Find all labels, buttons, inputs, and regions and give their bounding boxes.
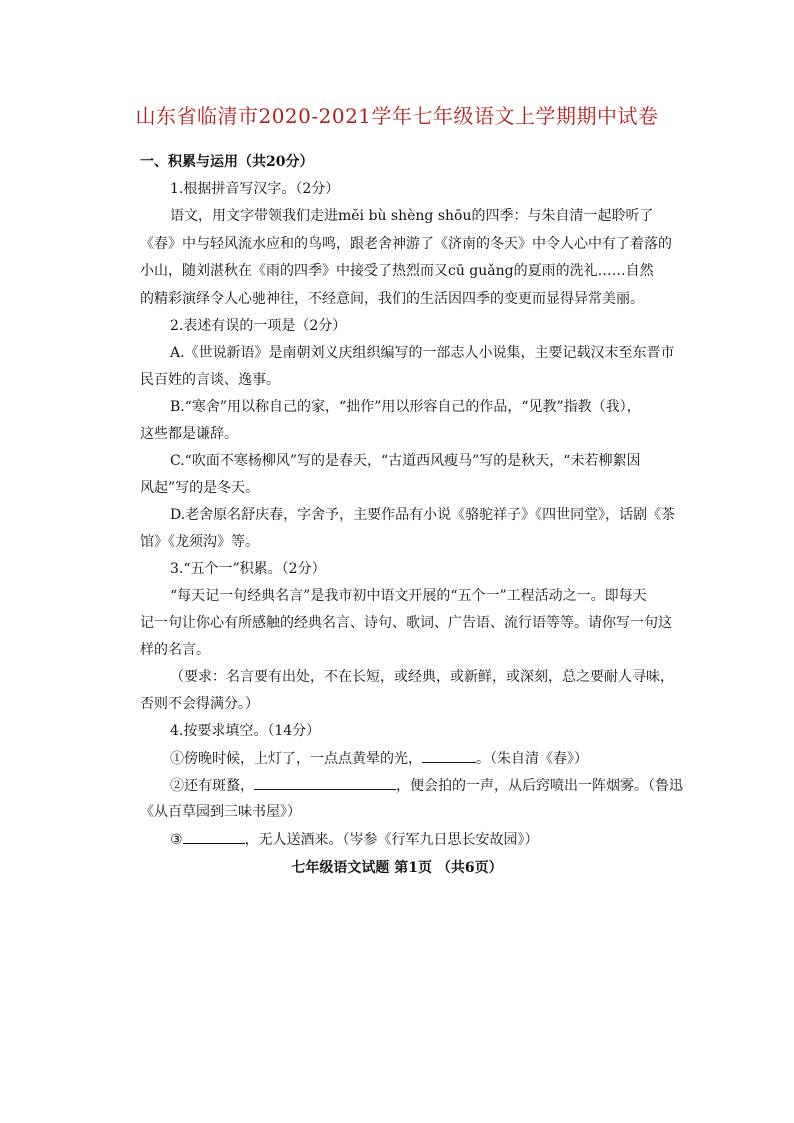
q2-option-a: A.《世说新语》是南朝刘义庆组织编写的一部志人小说集，主要记载汉末至东晋市 xyxy=(170,345,675,361)
q1-text-line: 小山，随刘湛秋在《雨的四季》中接受了热烈而又cū guǎng的夏雨的洗礼……自然 xyxy=(140,263,654,279)
q2-option-c-cont: 风起”写的是冬天。 xyxy=(140,480,260,496)
q2-option-d: D.老舍原名舒庆春，字舍予，主要作品有小说《骆驼祥子》《四世同堂》，话剧《茶 xyxy=(170,507,676,523)
q4-item-2 xyxy=(170,775,683,796)
q2-option-d-cont: 馆》《龙须沟》等。 xyxy=(140,534,259,550)
q4-item-3 xyxy=(170,829,539,850)
q4-item-2-after: ，便会拍的一声，从后窍喷出一阵烟雾。（鲁迅 xyxy=(396,778,683,794)
q3-requirement-cont: 否则不会得满分。） xyxy=(140,696,259,712)
q3-requirement: （要求：名言要有出处，不在长短，或经典，或新鲜，或深刻，总之要耐人寻味， xyxy=(170,669,674,685)
q2-option-a-cont: 民百姓的言谈、逸事。 xyxy=(140,372,280,388)
q4-item-1-before: ①傍晚时候，上灯了，一点点黄晕的光， xyxy=(170,751,422,767)
q1-stem: 1.根据拼音写汉字。（2分） xyxy=(170,181,340,197)
answer-blank[interactable] xyxy=(254,775,396,790)
page-footer: 七年级语文试题 第1页 （共6页） xyxy=(291,860,503,876)
section-heading: 一、积累与运用（共20分） xyxy=(140,154,314,170)
q3-text-line: 记一句让你心有所感触的经典名言、诗句、歌词、广告语、流行语等等。请你写一句这 xyxy=(140,615,672,631)
q1-text-line: 语文，用文字带领我们走进mĕi bù shèng shōu的四季：与朱自清一起聆听了 xyxy=(170,208,654,224)
q4-item-2-before: ②还有斑蝥， xyxy=(170,778,254,794)
q3-text-line: “每天记一句经典名言”是我市初中语文开展的“五个一”工程活动之一。即每天 xyxy=(170,588,647,604)
exam-title: 山东省临清市2020-2021学年七年级语文上学期期中试卷 xyxy=(135,104,659,128)
q3-stem: 3.“五个一”积累。（2分） xyxy=(170,561,326,577)
q4-stem: 4.按要求填空。（14分） xyxy=(170,723,321,739)
q2-option-b: B.“寒舍”用以称自己的家，“拙作”用以形容自己的作品，“见教”指教（我）， xyxy=(170,399,641,415)
q4-item-1-after: 。（朱自清《春》） xyxy=(476,751,588,767)
q2-stem: 2.表述有误的一项是（2分） xyxy=(170,318,347,334)
q3-text-line: 样的名言。 xyxy=(140,642,210,658)
answer-blank[interactable] xyxy=(422,748,476,763)
q4-item-1 xyxy=(170,748,588,769)
q4-item-2-cont: 《从百草园到三味书屋》） xyxy=(140,804,301,820)
q1-text-line: 《春》中与轻风流水应和的鸟鸣，跟老舍神游了《济南的冬天》中令人心中有了着落的 xyxy=(140,236,672,252)
q2-option-c: C.“吹面不寒杨柳风”写的是春天，“古道西风瘦马”写的是秋天，“未若柳絮因 xyxy=(170,453,641,469)
q2-option-b-cont: 这些都是谦辞。 xyxy=(140,426,238,442)
answer-blank[interactable] xyxy=(183,829,245,844)
q4-item-3-before: ③ xyxy=(170,832,183,848)
q1-text-line: 的精彩演绎令人心驰神往，不经意间，我们的生活因四季的变更而显得异常美丽。 xyxy=(140,291,644,307)
q4-item-3-after: ，无人送酒来。（岑参《行军九日思长安故园》） xyxy=(244,832,539,848)
